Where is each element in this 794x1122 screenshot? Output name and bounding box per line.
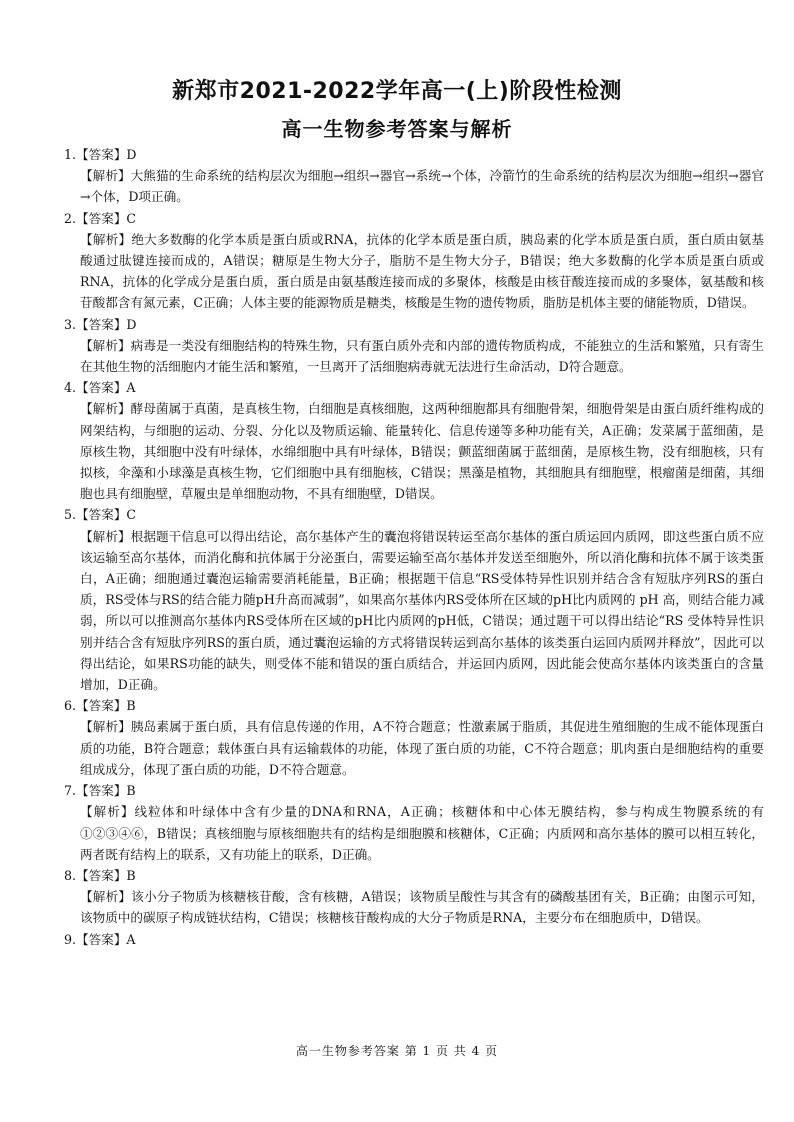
question-number: 4. bbox=[64, 380, 77, 396]
explanation-text: 【解析】绝大多数酶的化学本质是蛋白质或RNA，抗体的化学本质是蛋白质，胰岛素的化学本质是蛋白质，蛋白质由氨基酸通过肽键连接而成的，A错误；糖原是生物大分子，脂肪不是生物大分子，B错误；绝大多数酶的化学本质是蛋白质或RNA，抗体的化学成分是蛋白质，蛋白质是由氨基酸连接而成的多聚体，核酸是由核苷酸连接而成的多聚体，氨基酸和核苷酸都含有氮元素，C正确；人体主要的能源物质是糖类，核酸是生物的遗传物质，脂肪是机体主要的储能物质，D错误。 bbox=[80, 231, 764, 311]
page-footer: 高一生物参考答案 第 1 页 共 4 页 bbox=[295, 1044, 499, 1058]
explanation-text: 【解析】酵母菌属于真菌，是真核生物，白细胞是真核细胞，这两种细胞都具有细胞骨架，细胞骨架是由蛋白质纤维构成的网架结构，与细胞的运动、分裂、分化以及物质运输、能量转化、信息传递等多种功能有关，A正确；发菜属于蓝细菌，是原核生物，其细胞中没有叶绿体，水绵细胞中具有叶绿体，B错误；颤蓝细菌属于蓝细菌，是原核生物，没有细胞核，只有拟核，伞藻和小球藻是真核生物，它们细胞中具有细胞核，C错误；黑藻是植物，其细胞具有细胞壁，根瘤菌是细菌，其细胞也具有细胞壁，草履虫是单细胞动物，不具有细胞壁，D错误。 bbox=[80, 401, 764, 502]
explanation-text: 【解析】该小分子物质为核糖核苷酸，含有核糖，A错误；该物质呈酸性与其含有的磷酸基团有关，B正确；由图示可知，该物质中的碳原子构成链状结构，C错误；核糖核苷酸构成的大分子物质是RNA，主要分布在细胞质中，D错误。 bbox=[80, 889, 764, 926]
answer-label: 【答案】A bbox=[76, 380, 136, 396]
answer-item-7 bbox=[64, 780, 764, 865]
answer-label: 【答案】D bbox=[76, 316, 137, 332]
question-number: 1. bbox=[64, 147, 77, 162]
answer-item-9 bbox=[64, 929, 764, 950]
explanation-text: 【解析】胰岛素属于蛋白质，具有信息传递的作用，A不符合题意；性激素属于脂质，其促进生殖细胞的生成不能体现蛋白质的功能，B符合题意；载体蛋白具有运输载体的功能，体现了蛋白质的功能，C不符合题意；肌肉蛋白是细胞结构的重要组成成分，体现了蛋白质的功能，D不符合题意。 bbox=[80, 719, 764, 777]
answer-item-8 bbox=[64, 865, 764, 929]
answer-label: 【答案】C bbox=[76, 507, 137, 523]
answer-label: 【答案】A bbox=[76, 931, 136, 947]
document-subtitle: 高一生物参考答案与解析 bbox=[281, 117, 513, 141]
answer-item-4 bbox=[64, 377, 764, 504]
question-number: 2. bbox=[64, 210, 77, 226]
explanation-text: 【解析】线粒体和叶绿体中含有少量的DNA和RNA，A正确；核糖体和中心体无膜结构，参与构成生物膜系统的有①②③④⑥，B错误；真核细胞与原核细胞共有的结构是细胞膜和核糖体，C正确；内质网和高尔基体的膜可以相互转化，两者既有结构上的联系，又有功能上的联系，D正确。 bbox=[80, 804, 764, 862]
answer-item-6 bbox=[64, 695, 764, 780]
explanation-text: 【解析】根据题干信息可以得出结论，高尔基体产生的囊泡将错误转运至高尔基体的蛋白质运回内质网，即这些蛋白质不应该运输至高尔基体，而消化酶和抗体属于分泌蛋白，需要运输至高尔基体并发送至细胞外，所以消化酶和抗体不属于该类蛋白，A正确；细胞通过囊泡运输需要消耗能量，B正确；根据题干信息“RS受体特异性识别并结合含有短肽序列RS的蛋白质，RS受体与RS的结合能力随pH升高而减弱”，如果高尔基体内RS受体所在区域的pH比内质网的 pH 高，则结合能力减弱，所以可以推测高尔基体内RS受体所在区域的pH比内质网的pH低，C错误；通过题干可以得出结论“RS 受体特异性识别并结合含有短肽序列RS的蛋白质，通过囊泡运输的方式将错误转运到高尔基体的该类蛋白运回内质网并释放”，因此可以得出结论，如果RS功能的缺失，则受体不能和错误的蛋白质结合，并运回内质网，因此能会使高尔基体内该类蛋白的含量增加，D正确。 bbox=[80, 528, 764, 693]
answer-item-5 bbox=[64, 504, 764, 695]
answer-label: 【答案】B bbox=[76, 783, 136, 799]
answer-list bbox=[64, 144, 764, 950]
answer-item-3 bbox=[64, 314, 764, 378]
answer-label: 【答案】B bbox=[76, 698, 136, 714]
question-number: 6. bbox=[64, 698, 77, 714]
answer-label: 【答案】B bbox=[76, 867, 136, 883]
question-number: 3. bbox=[64, 316, 77, 332]
explanation-text: 【解析】大熊猫的生命系统的结构层次为细胞→组织→器官→系统→个体，冷箭竹的生命系统的结构层次为细胞→组织→器官→个体，D项正确。 bbox=[80, 168, 764, 205]
question-number: 7. bbox=[64, 783, 77, 799]
question-number: 9. bbox=[64, 931, 77, 947]
answer-item-1 bbox=[64, 144, 764, 208]
explanation-text: 【解析】病毒是一类没有细胞结构的特殊生物，只有蛋白质外壳和内部的遗传物质构成，不能独立的生活和繁殖，只有寄生在其他生物的活细胞内才能生活和繁殖，一旦离开了活细胞病毒就无法进行生命活动，D符合题意。 bbox=[80, 337, 764, 375]
answer-item-2 bbox=[64, 208, 764, 314]
document-title: 新郑市2021-2022学年高一(上)阶段性检测 bbox=[172, 79, 622, 104]
answer-label: 【答案】D bbox=[76, 147, 137, 162]
question-number: 8. bbox=[64, 867, 77, 883]
answer-label: 【答案】C bbox=[76, 210, 137, 226]
question-number: 5. bbox=[64, 507, 77, 523]
